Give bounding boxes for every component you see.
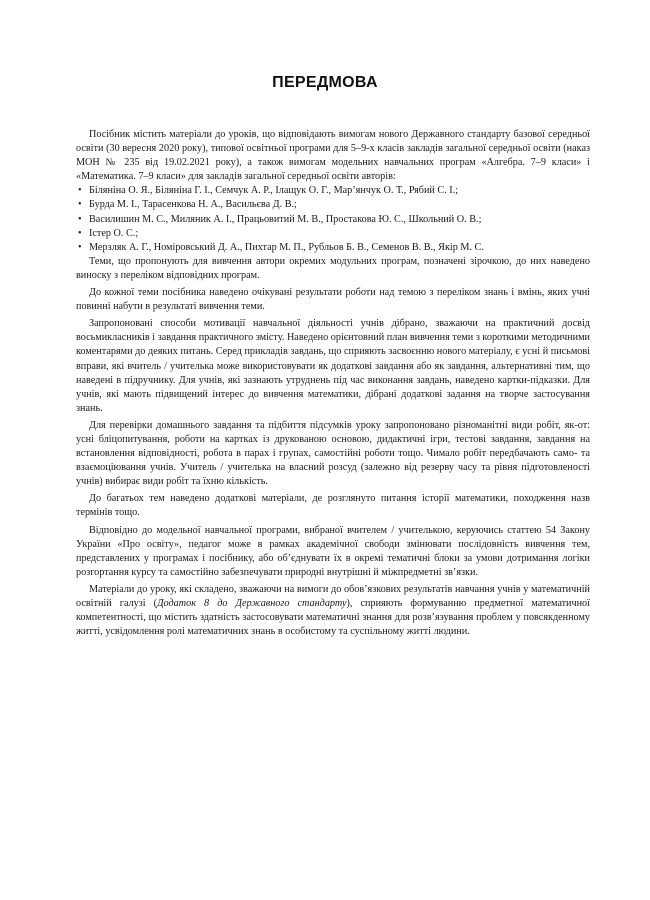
competence-text-start: Матеріали до уроку, які складено, зважаючи на вимоги до обов’язкових результатів навчання учнів у математичній освітній галузі ( [76, 583, 590, 609]
authors-text: Мерзляк А. Г., Номіровський Д. А., Пихтар М. П., Рубльов Б. В., Семенов В. В., Якір М. С. [89, 241, 484, 253]
authors-text: Істер О. С.; [89, 227, 139, 239]
page-title: ПЕРЕДМОВА [272, 74, 378, 91]
authors-list-item [76, 241, 590, 255]
authors-list-item [76, 184, 590, 198]
paragraph-model-program: Відповідно до модельної навчальної програми, вибраної вчителем / учителькою, керуючись статтею 54 Закону України «Про освіту», педагог може в рамках академічної свободи змінювати послідовність вивчення тем, представлених у програмах і посібнику, або об’єднувати їх в окремі тематичні блоки за умови дотримання логіки розгортання курсу та самостійно забезпечувати природні внутрішні й міжпредметні зв’язки. [76, 524, 590, 578]
authors-text: Бурда М. І., Тарасенкова Н. А., Васильєва Д. В.; [89, 199, 297, 211]
paragraph-motivation: Запропоновані способи мотивації навчальної діяльності учнів дібрано, зважаючи на практичний досвід восьмикласників і завдання практичного змісту. Наведено орієнтовний план вивчення теми з короткими методичними коментарями до деяких питань. Серед прикладів завдань, що сприяють засвоєнню нового матеріалу, є усні й письмові вправи, які вчитель / учителька може використовувати як додаткові завдання або як завдання, альтернативні тим, що наведені в підручнику. Для учнів, які зазнають утруднень під час виконання завдань, наведено картки-підказки. Для учнів, які мають підвищений інтерес до вивчення математики, дібрані додаткові задання на творче застосування знань. [76, 318, 590, 414]
paragraph-expected-results: До кожної теми посібника наведено очікувані результати роботи над темою з переліком знань і вмінь, яких учні повинні набути в результаті вивчення теми. [76, 287, 590, 313]
bullet-icon: • [78, 199, 82, 211]
authors-list-item [76, 213, 590, 227]
authors-text: Василишин М. С., Миляник А. І., Працьовитий М. В., Простакова Ю. С., Школьний О. В.; [89, 213, 482, 225]
paragraph-additional-materials: До багатьох тем наведено додаткові матеріали, де розглянуто питання історії математики, походження назв термінів тощо. [76, 493, 590, 519]
intro-paragraph: Посібник містить матеріали до уроків, що відповідають вимогам нового Державного стандарту базової середньої освіти (30 вересня 2020 року), типової освітньої програми для 5–9-х класів закладів загальної середньої освіти (наказ МОН № 235 від 19.02.2021 року), а також вимогам модельних навчальних програм «Алгебра. 7–9 класи» і «Математика. 7–9 класи» для закладів загальної середньої освіти авторів: [76, 129, 590, 183]
standard-appendix-reference: Додаток 8 до Державного стандарту [157, 598, 347, 609]
paragraph-starred-topics: Теми, що пропонують для вивчення автори окремих модульних програм, позначені зірочкою, до них наведено виноску з переліком відповідних програм. [76, 255, 590, 281]
paragraph-competence [76, 583, 590, 639]
bullet-icon: • [78, 213, 82, 225]
authors-list-item [76, 227, 590, 241]
authors-list [76, 184, 590, 254]
bullet-icon: • [78, 185, 82, 197]
bullet-icon: • [78, 227, 82, 239]
authors-text: Біляніна О. Я., Біляніна Г. І., Семчук А. Р., Ілащук О. Г., Мар’янчук О. Т., Рябий С. І.; [89, 185, 459, 197]
preface-body [76, 128, 590, 642]
paragraph-homework-check: Для перевірки домашнього завдання та підбиття підсумків уроку запропоновано різноманітні види робіт, як-от: усні бліцопитування, роботи на картках із друкованою основою, дидактичні ігри, тестові завдання, завдання на встановлення відповідності, робота в парах і групах, самостійні роботи тощо. Чимало робіт передбачають само- та взаємоціювання учнів. Учитель / учителька на власний розсуд (залежно від резерву часу та рівня підготовленості учнів) вибирає види робіт та їхню кількість. [76, 419, 590, 488]
bullet-icon: • [78, 241, 82, 253]
competence-text-end: ), сприяють формуванню предметної математичної компетентності, що містить здатність застосовувати математичні знання для розв’язування проблем у повсякденному житті, усвідомлення ролі математичних знань в особистому та суспільному житті людини. [76, 598, 590, 638]
authors-list-item [76, 198, 590, 212]
